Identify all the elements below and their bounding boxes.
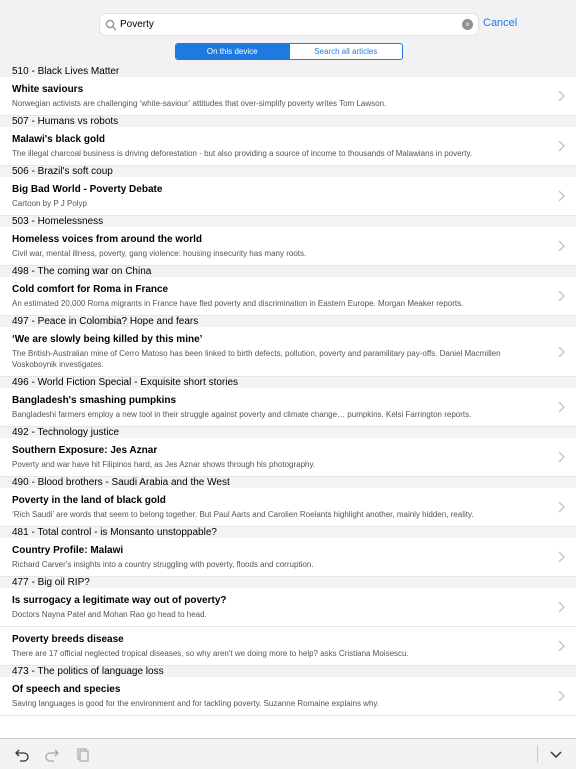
bottom-toolbar (0, 738, 576, 769)
article-title: Poverty breeds disease (12, 634, 124, 645)
article-title: Poverty in the land of black gold (12, 495, 166, 506)
undo-icon[interactable] (14, 746, 30, 762)
search-header (0, 0, 576, 67)
article-description: Civil war, mental illness, poverty, gang violence: housing insecurity has many roots. (12, 249, 307, 258)
tab-search-all-articles[interactable]: Search all articles (289, 44, 403, 59)
chevron-right-icon (556, 289, 566, 303)
section-header: 490 - Blood brothers - Saudi Arabia and the West (0, 477, 576, 488)
results-list[interactable] (0, 66, 576, 738)
article-title: Southern Exposure: Jes Aznar (12, 445, 158, 456)
section-header: 477 - Big oil RIP? (0, 577, 576, 588)
article-row[interactable] (0, 227, 576, 266)
article-description: Saving languages is good for the environment and for tackling poverty. Suzanne Romaine explains why. (12, 699, 380, 708)
article-title: Bangladesh's smashing pumpkins (12, 395, 177, 406)
search-input[interactable] (120, 19, 450, 30)
article-title: White saviours (12, 84, 84, 95)
article-row[interactable] (0, 327, 576, 377)
article-row[interactable] (0, 488, 576, 527)
section-header: 481 - Total control - is Monsanto unstoppable? (0, 527, 576, 538)
search-icon (104, 18, 118, 32)
search-scope-control (175, 43, 403, 60)
article-description: There are 17 official neglected tropical diseases, so why aren't we doing more to help? asks Cristiana Moisescu. (12, 649, 409, 658)
article-title: Homeless voices from around the world (12, 234, 203, 245)
tab-on-this-device[interactable]: On this device (176, 44, 289, 59)
section-header: 503 - Homelessness (0, 216, 576, 227)
chevron-right-icon (556, 89, 566, 103)
article-description: An estimated 20,000 Roma migrants in France have fled poverty and discrimination in Eastern Europe. Morgan Meaker reports. (12, 299, 464, 308)
article-title: Country Profile: Malawi (12, 545, 124, 556)
section-header: 473 - The politics of language loss (0, 666, 576, 677)
article-title: ‘We are slowly being killed by this mine’ (12, 334, 203, 345)
article-title: Malawi's black gold (12, 134, 105, 145)
article-title: Of speech and species (12, 684, 121, 695)
chevron-right-icon (556, 139, 566, 153)
article-description: ‘Rich Saudi’ are words that seem to belong together. But Paul Aarts and Carolien Roelants highlight another, mainly hidden, reality. (12, 510, 474, 519)
chevron-right-icon (556, 189, 566, 203)
article-description: The illegal charcoal business is driving deforestation - but also providing a source of income to thousands of Malawians in poverty. (12, 149, 473, 158)
article-row[interactable] (0, 627, 576, 666)
redo-icon[interactable] (44, 746, 60, 762)
article-description: Doctors Nayna Patel and Mohan Rao go head to head. (12, 610, 207, 619)
section-header: 492 - Technology justice (0, 427, 576, 438)
chevron-right-icon (556, 450, 566, 464)
section-header: 510 - Black Lives Matter (0, 66, 576, 77)
article-row[interactable] (0, 438, 576, 477)
chevron-right-icon (556, 500, 566, 514)
chevron-right-icon (556, 639, 566, 653)
article-row[interactable] (0, 388, 576, 427)
dismiss-keyboard-icon[interactable] (548, 746, 564, 762)
article-description: Bangladeshi farmers employ a new tool in their struggle against poverty and climate change… pumpkins. Kelsi Farrington reports. (12, 410, 472, 419)
clear-search-icon[interactable]: × (462, 19, 473, 30)
chevron-right-icon (556, 345, 566, 359)
article-row[interactable] (0, 538, 576, 577)
section-header: 497 - Peace in Colombia? Hope and fears (0, 316, 576, 327)
chevron-right-icon (556, 689, 566, 703)
article-description: Norwegian activists are challenging ‘white-saviour’ attitudes that over-simplify poverty writes Tom Lawson. (12, 99, 387, 108)
article-description: Cartoon by P J Polyp (12, 199, 88, 208)
article-title: Is surrogacy a legitimate way out of poverty? (12, 595, 227, 606)
section-header: 496 - World Fiction Special - Exquisite short stories (0, 377, 576, 388)
search-field[interactable] (99, 13, 479, 36)
section-header: 498 - The coming war on China (0, 266, 576, 277)
article-row[interactable] (0, 127, 576, 166)
article-description: Poverty and war have hit Filipinos hard, as Jes Aznar shows through his photography. (12, 460, 316, 469)
section-header: 506 - Brazil's soft coup (0, 166, 576, 177)
article-row[interactable] (0, 677, 576, 716)
article-row[interactable] (0, 177, 576, 216)
article-description: Richard Carver's insights into a country struggling with poverty, floods and corruption. (12, 560, 314, 569)
chevron-right-icon (556, 600, 566, 614)
article-title: Big Bad World - Poverty Debate (12, 184, 163, 195)
article-row[interactable] (0, 277, 576, 316)
cancel-button[interactable]: Cancel (483, 17, 518, 29)
chevron-right-icon (556, 239, 566, 253)
chevron-right-icon (556, 400, 566, 414)
article-row[interactable] (0, 77, 576, 116)
article-title: Cold comfort for Roma in France (12, 284, 169, 295)
chevron-right-icon (556, 550, 566, 564)
paste-icon[interactable] (74, 746, 90, 762)
article-description: The British-Australian mine of Cerro Matoso has been linked to birth defects, pollution, poverty and paramilitary pay-offs. Daniel Macmillen Voskoboynik investigates. (12, 349, 501, 369)
article-row[interactable] (0, 588, 576, 627)
section-header: 507 - Humans vs robots (0, 116, 576, 127)
toolbar-divider (537, 745, 538, 763)
